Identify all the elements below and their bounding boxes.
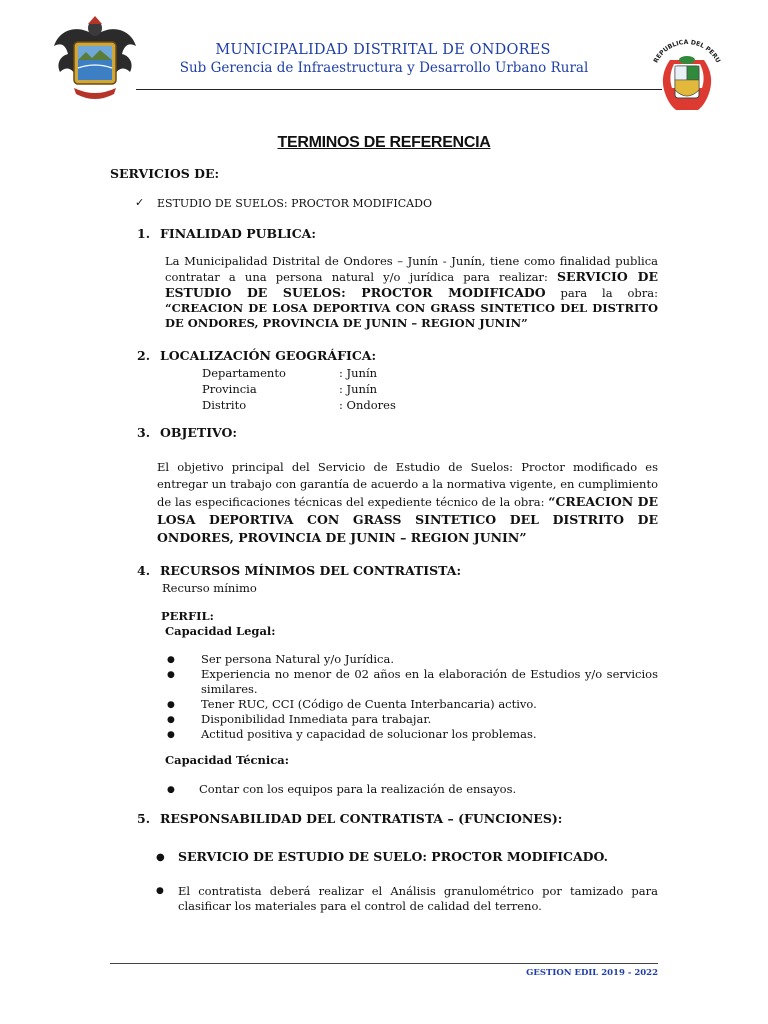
bullet-icon: ● bbox=[167, 670, 175, 680]
section-4-title: RECURSOS MÍNIMOS DEL CONTRATISTA: bbox=[160, 563, 462, 578]
location-row: Departamento bbox=[202, 366, 286, 380]
bullet-icon: ● bbox=[167, 700, 175, 710]
bullet-icon: ● bbox=[167, 715, 175, 725]
section-2-title: LOCALIZACIÓN GEOGRÁFICA: bbox=[160, 348, 377, 363]
section-4-number: 4. bbox=[137, 563, 151, 578]
section-5-item: El contratista deberá realizar el Análisis granulométrico por tamizado para clasificar los materiales para el control de calidad del terreno. bbox=[178, 884, 658, 913]
footer-text: GESTION EDIL 2019 - 2022 bbox=[526, 968, 658, 978]
capacidad-legal-label: Capacidad Legal: bbox=[165, 624, 276, 638]
header-divider bbox=[136, 89, 662, 90]
location-value: : Ondores bbox=[339, 398, 396, 412]
location-row: Provincia bbox=[202, 382, 257, 396]
checkmark-icon: ✓ bbox=[135, 196, 145, 209]
section-1-paragraph: La Municipalidad Distrital de Ondores – Junín - Junín, tiene como finalidad publica contratar a una persona natural y/o jurídica para realizar: SERVICIO DE ESTUDIO DE SUELOS: PROCTOR MODIFICADO para la obra: “CREACION DE LOSA DEPORTIVA CON GRASS SINTETICO DEL DISTRITO DE ONDORES, PROVINCIA DE JUNIN – REGION JUNIN” bbox=[165, 254, 658, 330]
capacidad-tecnica-label: Capacidad Técnica: bbox=[165, 753, 289, 767]
servicios-label: SERVICIOS DE: bbox=[110, 166, 220, 181]
section-3-number: 3. bbox=[137, 425, 151, 440]
document-title: TERMINOS DE REFERENCIA bbox=[277, 134, 491, 151]
location-row: Distrito bbox=[202, 398, 247, 412]
bullet-icon: ● bbox=[156, 886, 164, 896]
section-1-number: 1. bbox=[137, 226, 151, 241]
bullet-icon: ● bbox=[167, 785, 175, 795]
legal-item: Ser persona Natural y/o Jurídica. bbox=[201, 652, 395, 666]
section-5-subtitle: SERVICIO DE ESTUDIO DE SUELO: PROCTOR MODIFICADO. bbox=[178, 849, 608, 864]
tecnica-item: Contar con los equipos para la realización de ensayos. bbox=[199, 782, 517, 796]
footer-divider bbox=[110, 963, 658, 964]
section-1-title: FINALIDAD PUBLICA: bbox=[160, 226, 316, 241]
section-3-title: OBJETIVO: bbox=[160, 425, 238, 440]
legal-item: Disponibilidad Inmediata para trabajar. bbox=[201, 712, 432, 726]
section-5-number: 5. bbox=[137, 811, 151, 826]
header-municipality: MUNICIPALIDAD DISTRITAL DE ONDORES bbox=[215, 42, 551, 58]
perfil-label: PERFIL: bbox=[161, 609, 214, 623]
bullet-icon: ● bbox=[167, 655, 175, 665]
legal-item: Experiencia no menor de 02 años en la elaboración de Estudios y/o servicios similares. bbox=[201, 667, 658, 696]
recurso-minimo: Recurso mínimo bbox=[162, 581, 257, 595]
municipal-crest-logo bbox=[50, 16, 140, 104]
bullet-icon: ● bbox=[167, 730, 175, 740]
section-5-title: RESPONSABILIDAD DEL CONTRATISTA – (FUNCIONES): bbox=[160, 811, 563, 826]
servicios-item: ESTUDIO DE SUELOS: PROCTOR MODIFICADO bbox=[157, 197, 432, 210]
location-value: : Junín bbox=[339, 382, 378, 396]
header-subgerencia: Sub Gerencia de Infraestructura y Desarrollo Urbano Rural bbox=[179, 60, 589, 76]
bullet-icon: ● bbox=[156, 852, 165, 863]
section-3-paragraph: El objetivo principal del Servicio de Estudio de Suelos: Proctor modificado es entregar un trabajo con garantía de acuerdo a la normativa vigente, en cumplimiento de las especificaciones técnicas del expediente técnico de la obra: “CREACION DE LOSA DEPORTIVA CON GRASS SINTETICO DEL DISTRITO DE ONDORES, PROVINCIA DE JUNIN – REGION JUNIN” bbox=[157, 460, 658, 545]
location-value: : Junín bbox=[339, 366, 378, 380]
legal-item: Tener RUC, CCI (Código de Cuenta Interbancaria) activo. bbox=[201, 697, 537, 711]
legal-item: Actitud positiva y capacidad de solucionar los problemas. bbox=[201, 727, 537, 741]
section-2-number: 2. bbox=[137, 348, 151, 363]
svg-text:REPUBLICA DEL PERU: REPUBLICA DEL PERU bbox=[652, 38, 722, 65]
peru-seal-logo bbox=[640, 30, 734, 124]
